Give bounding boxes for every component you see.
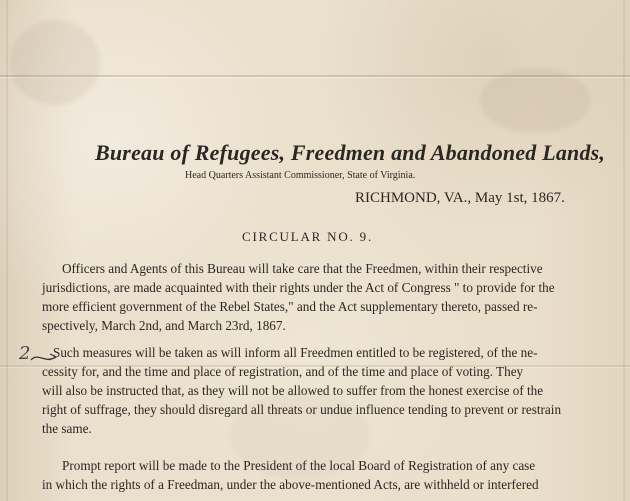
paragraph-2-line-3: will also be instructed that, as they will not be allowed to suffer from the honest exercise of the [42,383,544,398]
paragraph-1 [42,259,590,335]
paragraph-1-line-3: more efficient government of the Rebel States," and the Act supplementary thereto, passed re- [42,299,538,314]
headquarters-subtitle: Head Quarters Assistant Commissioner, State of Virginia. [185,170,416,181]
paper-stain [10,20,100,105]
paragraph-3-line-2: in which the rights of a Freedman, under the above-mentioned Acts, are withheld or interfered [42,477,539,492]
paragraph-1-line-4: spectively, March 2nd, and March 23rd, 1867. [42,318,286,333]
handwritten-paragraph-mark: 2 [12,345,57,365]
paragraph-2 [42,343,590,438]
paragraph-2-line-4: right of suffrage, they should disregard all threats or undue influence tending to prevent or restrain [42,402,562,417]
paragraph-2-line-5: the same. [42,421,92,436]
paper-edge-shadow [623,0,625,501]
paragraph-1-line-2: jurisdictions, are made acquainted with their rights under the Act of Congress " to provide for the [42,280,555,295]
paragraph-3-line-1: Prompt report will be made to the President of the local Board of Registration of any case [62,458,536,473]
place-and-date: RICHMOND, VA., May 1st, 1867. [355,190,565,206]
paragraph-1-line-1: Officers and Agents of this Bureau will take care that the Freedmen, within their respective [62,261,543,276]
paragraph-2-line-2: cessity for, and the time and place of registration, and of the time and place of voting. They [42,364,524,379]
paragraph-2-line-1: Such measures will be taken as will inform all Freedmen entitled to be registered, of the ne- [53,345,538,360]
bureau-title: Bureau of Refugees, Freedmen and Abandoned Lands, [95,140,606,165]
paper-edge-shadow [6,0,8,501]
paragraph-3 [42,456,590,494]
circular-number: CIRCULAR NO. 9. [242,229,374,244]
paper-stain [480,68,590,133]
